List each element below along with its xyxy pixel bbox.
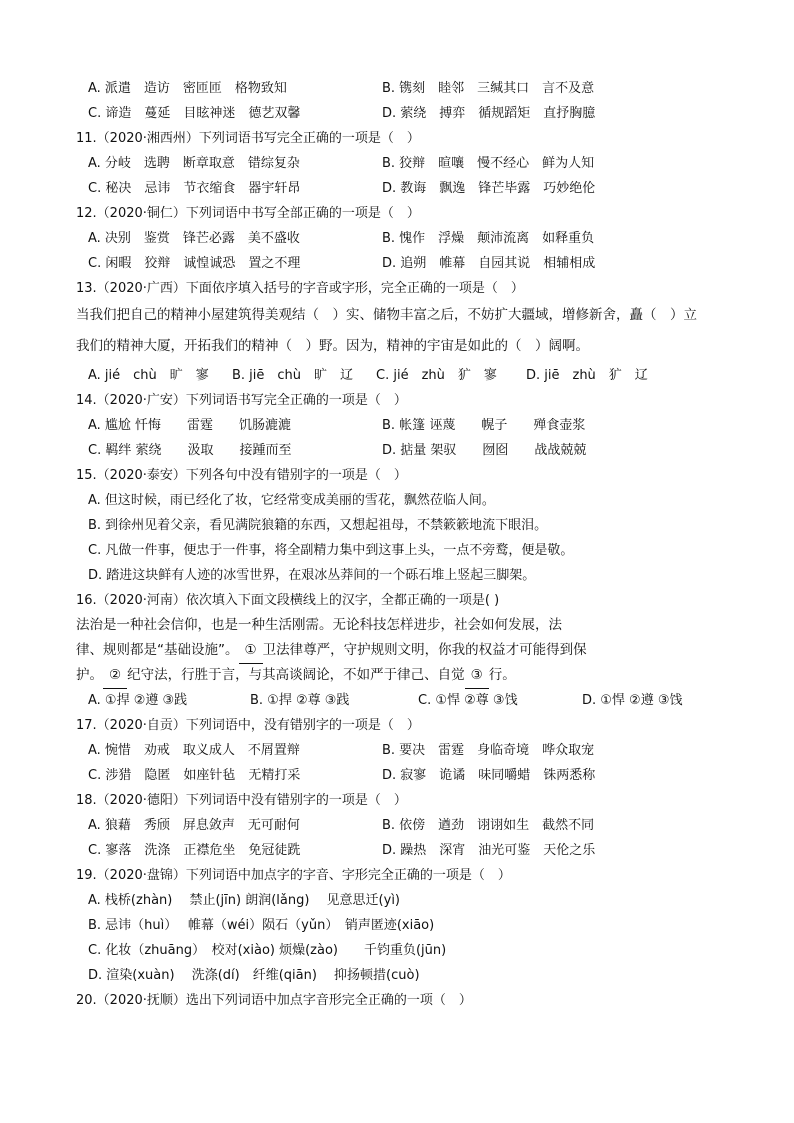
option-b: B. 帐篷 诬蔑 幌子 殚食壶浆	[382, 418, 586, 433]
option-d: D. 教诲 飘逸 锋芒毕露 巧妙绝伦	[382, 181, 596, 196]
question-18-stem: 18.（2020·德阳）下列词语中没有错别字的一项是（ ）	[76, 793, 407, 808]
passage-text: 律、规则都是“基础设施”。	[76, 642, 239, 658]
option-b: B. ①捍 ②尊 ③践	[250, 693, 350, 708]
option-d: D. 掂量 架驭 囫囵 战战兢兢	[382, 443, 587, 458]
option-b: B. 要决 雷霆 身临奇境 哗众取宠	[382, 743, 595, 758]
option-d: D. 渲染(xuàn) 洗涤(dí) 纤维(qiān) 抑扬顿措(cuò)	[88, 968, 420, 983]
option-d: D. 寂寥 诡谲 味同嚼蜡 铢两悉称	[382, 768, 596, 783]
passage-line: 我们的精神大厦，开拓我们的精神（ ）野。因为，精神的宇宙是如此的（ ）阔啊。	[76, 338, 589, 354]
option-c: C. 化妆（zhuāng） 校对(xiào) 烦燥(zào) 千钧重负(jūn)	[88, 943, 447, 958]
blank-2: ②	[103, 663, 127, 689]
option-d: D. 萦绕 搏弈 循规蹈矩 直抒胸臆	[382, 106, 596, 121]
option-b: B. 依傍 遒劲 诩诩如生 截然不同	[382, 818, 595, 833]
question-19-stem: 19.（2020·盘锦）下列词语中加点字的字音、字形完全正确的一项是（ ）	[76, 868, 511, 883]
question-16-stem: 16.（2020·河南）依次填入下面文段横线上的汉字，全都正确的一项是( )	[76, 593, 500, 608]
option-c: C. 寥落 洗涤 正襟危坐 免冠徒跣	[88, 843, 301, 858]
option-b: B. 忌讳（huì） 帷幕（wéi）陨石（yǔn） 销声匿迹(xiāo)	[88, 918, 435, 933]
passage-line	[76, 638, 587, 663]
option-c: C. 谛造 蔓延 目眩神迷 德艺双馨	[88, 106, 301, 121]
passage-line: 法治是一种社会信仰，也是一种生活刚需。无论科技怎样进步，社会如何发展，法	[76, 617, 562, 633]
question-14-stem: 14.（2020·广安）下列词语书写完全正确的一项是（ ）	[76, 393, 407, 408]
option-a: A. 惋惜 劝戒 取义成人 不屑置辩	[88, 743, 300, 758]
question-12-stem: 12.（2020·铜仁）下列词语中书写全部正确的一项是（ ）	[76, 206, 420, 221]
option-d: D. 躁热 深宵 油光可鉴 天伦之乐	[382, 843, 596, 858]
passage-line	[76, 663, 516, 688]
option-a: A. 决别 鉴赏 锋芒必露 美不盛收	[88, 231, 300, 246]
question-15-stem: 15.（2020·泰安）下列各句中没有错别字的一项是（ ）	[76, 468, 407, 483]
passage-text: 行。	[488, 667, 516, 683]
option-a: A. 栈桥(zhàn) 禁止(jīn) 朗润(lǎng) 见意思迁(yì)	[88, 893, 401, 908]
option-b: B. 愧作 浮燥 颠沛流离 如释重负	[382, 231, 595, 246]
option-c: C. 凡做一件事，便忠于一件事，将全副精力集中到这事上头，一点不旁鹜，便是敬。	[88, 543, 574, 558]
option-d: D. 踏进这块鲜有人迹的冰雪世界，在艰冰丛莽间的一个砾石堆上竖起三脚架。	[88, 568, 536, 583]
option-c: C. ①悍 ②尊 ③饯	[418, 693, 518, 708]
blank-3: ③	[465, 663, 489, 689]
option-c: C. 闲暇 狡辩 诚惶诚恐 置之不理	[88, 256, 301, 271]
option-c: C. 羁绊 萦绕 汲取 接踵而至	[88, 443, 292, 458]
option-c: C. 涉猎 隐匿 如座针毡 无精打采	[88, 768, 301, 783]
option-c: C. jié zhù 犷 寥	[376, 368, 497, 383]
option-b: B. jiē chù 旷 辽	[232, 368, 354, 383]
option-a: A. 尴尬 忏悔 雷霆 饥肠漉漉	[88, 418, 292, 433]
question-13-stem: 13.（2020·广西）下面依序填入括号的字音或字形，完全正确的一项是（ ）	[76, 281, 524, 296]
passage-text: 纪守法，行胜于言，与其高谈阔论，不如严于律己、自觉	[127, 667, 465, 683]
option-a: A. 但这时候，雨已经化了妆，它经常变成美丽的雪花，飘然莅临人间。	[88, 493, 495, 508]
option-a: A. 分岐 选聘 断章取意 错综复杂	[88, 156, 300, 171]
option-a: A. jié chù 旷 寥	[88, 368, 209, 383]
option-a: A. 派遣 造访 密匝匝 格物致知	[88, 81, 287, 96]
passage-text: 护。	[76, 667, 103, 683]
option-c: C. 秘决 忌讳 节衣缩食 器宇轩昂	[88, 181, 301, 196]
passage-text: 卫法律尊严，守护规则文明，你我的权益才可能得到保	[262, 642, 587, 658]
option-b: B. 到徐州见着父亲，看见满院狼籍的东西，又想起祖母，不禁簌簌地流下眼泪。	[88, 518, 548, 533]
option-d: D. jiē zhù 犷 辽	[526, 368, 648, 383]
option-b: B. 狡辩 暄嚷 慢不经心 鲜为人知	[382, 156, 595, 171]
question-17-stem: 17.（2020·自贡）下列词语中，没有错别字的一项是（ ）	[76, 718, 420, 733]
blank-1: ①	[239, 638, 263, 664]
passage-line: 当我们把自己的精神小屋建筑得美观结（ ）实、储物丰富之后，不妨扩大疆域，增修新舍，矗（ ）立	[76, 307, 697, 323]
option-b: B. 镌刻 睦邻 三缄其口 言不及意	[382, 81, 595, 96]
option-a: A. 狼藉 秀颀 屏息敛声 无可耐何	[88, 818, 300, 833]
option-a: A. ①捍 ②遵 ③践	[88, 693, 188, 708]
option-d: D. ①悍 ②遵 ③饯	[582, 693, 683, 708]
option-d: D. 追朔 帷幕 自园其说 相辅相成	[382, 256, 596, 271]
question-20-stem: 20.（2020·抚顺）选出下列词语中加点字音形完全正确的一项（ ）	[76, 993, 472, 1008]
question-11-stem: 11.（2020·湘西州）下列词语书写完全正确的一项是（ ）	[76, 131, 420, 146]
